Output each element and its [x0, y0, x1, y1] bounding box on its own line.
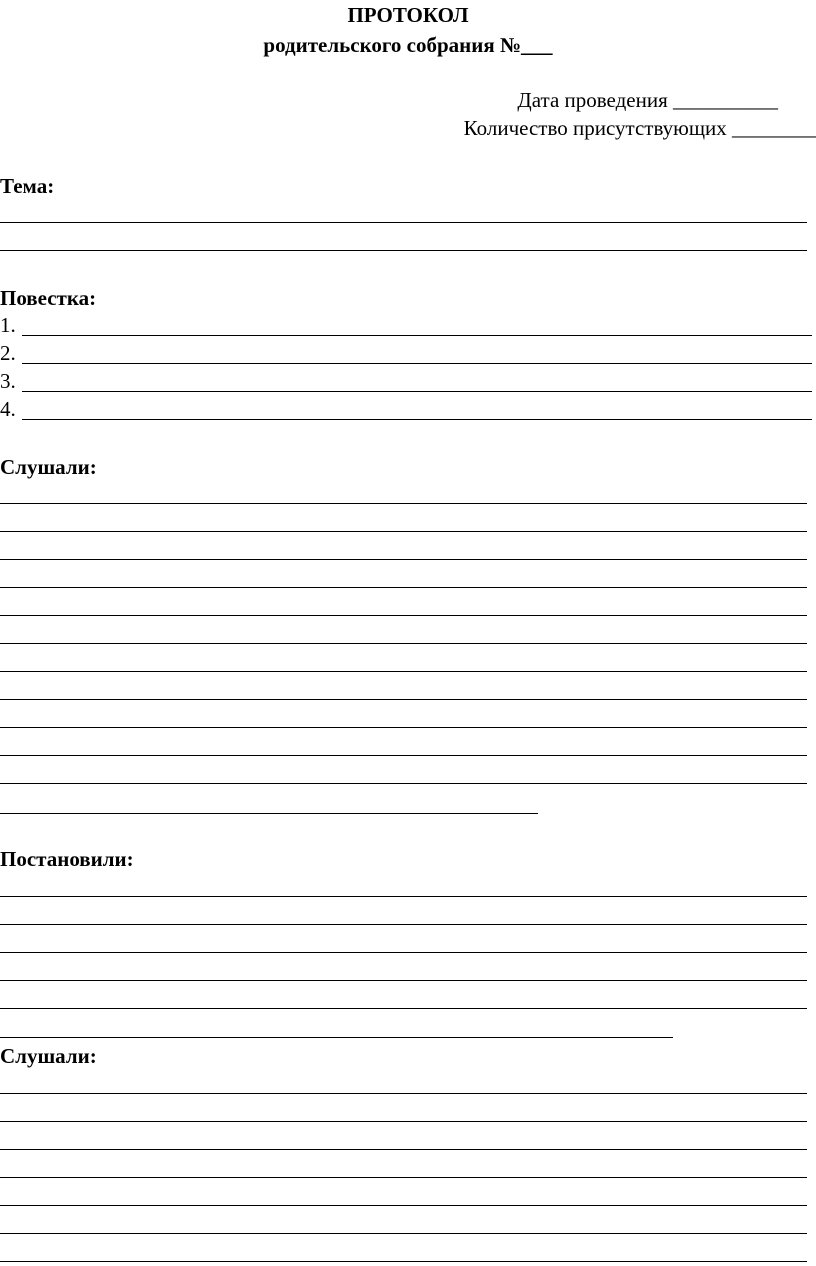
topic-rule — [0, 222, 807, 223]
agenda-item-rule — [22, 335, 812, 336]
heard-rule-2 — [0, 1261, 807, 1262]
agenda-item-number: 2. — [0, 341, 16, 365]
resolved-rule — [0, 896, 807, 897]
heard-rule — [0, 755, 807, 756]
heard-rule — [0, 503, 807, 504]
resolved-rule — [0, 1037, 673, 1038]
document-subtitle: родительского собрания №___ — [263, 33, 553, 57]
topic-rule — [0, 250, 807, 251]
heard-rule — [0, 615, 807, 616]
heard-rule-2 — [0, 1205, 807, 1206]
heard-rule — [0, 699, 807, 700]
resolved-rule — [0, 924, 807, 925]
topic-heading: Тема: — [0, 174, 55, 198]
agenda-item-rule — [22, 419, 812, 420]
heard-rule-2 — [0, 1149, 807, 1150]
heard-rule-2 — [0, 1121, 807, 1122]
document-title: ПРОТОКОЛ — [347, 3, 469, 27]
date-line: Дата проведения __________ — [517, 88, 778, 112]
resolved-heading: Постановили: — [0, 847, 134, 871]
heard-rule — [0, 783, 807, 784]
heard-rule-2 — [0, 1233, 807, 1234]
resolved-rule — [0, 952, 807, 953]
agenda-item-number: 1. — [0, 313, 16, 337]
agenda-item-number: 4. — [0, 397, 16, 421]
heard-heading-2: Слушали: — [0, 1044, 97, 1068]
heard-rule — [0, 559, 807, 560]
resolved-rule — [0, 1008, 807, 1009]
heard-heading: Слушали: — [0, 455, 97, 479]
resolved-rule — [0, 980, 807, 981]
heard-rule-2 — [0, 1177, 807, 1178]
agenda-item-rule — [22, 391, 812, 392]
heard-rule — [0, 531, 807, 532]
heard-rule — [0, 813, 538, 814]
heard-rule — [0, 671, 807, 672]
agenda-heading: Повестка: — [0, 286, 97, 310]
heard-rule-2 — [0, 1093, 807, 1094]
attendance-line: Количество присутствующих ________ — [463, 116, 816, 140]
heard-rule — [0, 643, 807, 644]
agenda-item-number: 3. — [0, 369, 16, 393]
agenda-item-rule — [22, 363, 812, 364]
heard-rule — [0, 727, 807, 728]
heard-rule — [0, 587, 807, 588]
